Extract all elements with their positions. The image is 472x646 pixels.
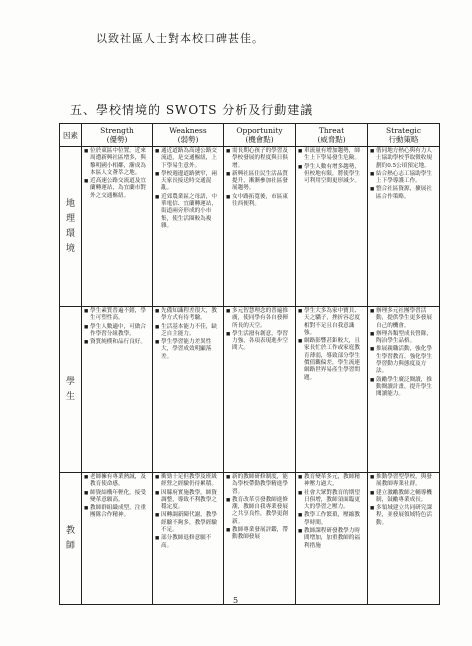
bullet-list [298,308,365,382]
list-item: ■ 教學工作繁瑣，壓縮教學時間。 [298,512,365,527]
header-strategic: Strategic 行動策略 [368,124,440,147]
list-item: ■ 社會大眾對教育的期望日俱增，教師須面臨更大的學習之壓力。 [298,490,365,512]
list-item: ■ 教師專業發展評鑑，帶動教師發展 [226,527,293,542]
list-item: ■ 位於東區中位置，近來周遭新興社區增多，與黎明國小相鄰，漸成為本區人文薈萃之地。 [84,148,150,177]
list-item: ■ 學校週邊道路狹窄，兩天家長接送時交通混亂。 [155,171,221,193]
header-threat: Threat (威脅點) [296,124,368,147]
strength-cell [82,147,153,307]
list-item: ■ 新興社區住民生活品質提升，漸漸參加社區發展趨勢。 [226,171,293,193]
list-item: ■ 老師擁有專業熱誠，及教育使命感。 [84,474,150,489]
list-item: ■ 師資結構年輕化，接受變革意願高。 [84,490,150,505]
opportunity-cell [224,147,296,307]
list-item: ■ 資質純樸和品行良好。 [84,339,150,346]
weakness-cell [153,473,224,605]
factor-label: 地理環境 [65,198,75,254]
opportunity-cell [224,473,296,605]
weakness-cell [153,307,224,473]
header-strength: Strength (優勢) [82,124,153,147]
bullet-list [155,474,221,550]
strength-cell [82,473,153,605]
list-item: ■ 教師群組織成型，注重團隊合作精神。 [84,505,150,520]
bullet-list [226,474,293,542]
list-item: ■ 車流量有增加趨勢，師生上下學易發生危險。 [298,148,365,163]
list-item: ■ 鼓勵學生廣泛閱讀，推動閱讀計畫，提升學生閱讀能力。 [370,377,437,399]
list-item: ■ 辦理各類型成長營隊，陶冶學生品格。 [370,331,437,346]
strategic-cell [368,147,440,307]
list-item: ■ 生活基本能力不佳，缺乏自主能力。 [155,324,221,339]
list-item: ■ 學生素質普遍不錯，學生可塑性高。 [84,308,150,323]
bullet-list [298,148,365,185]
list-item: ■ 建立激勵教師之輔導機制，鼓勵專業成長。 [370,490,437,505]
bullet-list [84,148,150,200]
list-item: ■ 女中路拓寬後，市區東往西便利。 [226,194,293,209]
page-number: 5 [233,596,239,605]
bullet-list [226,148,293,208]
table-row [60,147,440,307]
list-item: ■ 因轉調新陳代謝，教學經驗不夠多，教學經驗不足。 [155,512,221,534]
list-item: ■ 學生大多為家中寶貝、天之驕子，挫折容忍度相對不足且自我意識強。 [298,308,365,337]
list-item: ■ 衝勁十足但教學及班級經營之經驗仍待累積。 [155,474,221,489]
list-item: ■ 學生活潑有創意，學習力強，各項表現進步空間大。 [226,331,293,353]
bullet-list [370,308,437,399]
list-item: ■ 學生人數適中，可做合作學習分組教學。 [84,324,150,339]
header-factor: 因素 [60,124,82,147]
header-row [60,124,440,147]
list-item: ■ 整合社區資源，擴展社區合作策略。 [370,186,437,201]
bullet-list [84,474,150,520]
list-item: ■ 推動學習型學校，與發展教師專業社群。 [370,474,437,489]
header-opportunity: Opportunity (機會點) [224,124,296,147]
factor-cell [60,473,82,605]
list-item: ■ 因縣府實施教學，師資調整，導致不利教學之穩定度。 [155,490,221,512]
intro-line: 以致社區人士對本校口碑甚佳。 [96,32,264,45]
factor-cell [60,147,82,307]
weakness-cell [153,147,224,307]
threat-cell [296,473,368,605]
list-item: ■ 通近道路為高速公路交流道，是交通樞紐，上下學易生意外。 [155,148,221,170]
list-item: ■ 近郊農業區之母語，中華電信、宜蘭轉運站，街道兩旁形成的小市集，使生活圈較為複雜。 [155,194,221,230]
list-item: ■ 部分教師退修意願不高。 [155,535,221,550]
factor-label: 學生 [65,376,75,402]
list-item: ■ 近高速公路交流道及宜蘭轉運站，為宜蘭市對外之交通樞紐。 [84,178,150,200]
list-item: ■ 需長期心孩子的學習及學校發展的程度與日俱增。 [226,148,293,170]
threat-cell [296,147,368,307]
factor-cell [60,307,82,473]
list-item: ■ 教育改革引發教師進修潮，教師自我專業發展之共享良性，教學更創新。 [226,497,293,526]
header-weakness: Weakness (弱勢) [153,124,224,147]
bullet-list [226,308,293,353]
bullet-list [155,148,221,230]
list-item: ■ 教師課程研發教學力時間增加，加重教師的福利措施 [298,528,365,550]
strategic-cell [368,307,440,473]
list-item: ■ 教育變革多元，教師精神壓力過大。 [298,474,365,489]
strategic-cell [368,473,440,605]
section-title: 五、學校情境的 SWOTS 分析及行動建議 [70,103,314,117]
bullet-list [84,308,150,346]
strength-cell [82,307,153,473]
list-item: ■ 網路影響甚鉅較大，且家長忙於工作或家庭教育薄弱，導致部分學生價值觀偏差，學生流連網路世界易產生學習問題。 [298,338,365,382]
bullet-list [298,474,365,550]
list-item: ■ 先備知識程差很大，教學方式有待考驗。 [155,308,221,323]
list-item: ■ 新的教師研修制度，能為學校帶動教學精進學習。 [226,474,293,496]
factor-label: 教師 [65,525,75,551]
bullet-list [370,148,437,201]
threat-cell [296,307,368,473]
list-item: ■ 偕同地方熱心與有力人士協助學校爭取徵收規劃約0.5公頃預定地。 [370,148,437,170]
list-item: ■ 多領域建立共同研究課程，並發展領域特色活動。 [370,505,437,527]
list-item: ■ 學生學習能力差異性大，學習成效明顯落差。 [155,339,221,361]
list-item: ■ 結合熱心志工協助學生上下學導護工作。 [370,171,437,186]
list-item: ■ 學生人數有增多趨勢，但校地有限，將使學生可利用空間更形減少。 [298,164,365,186]
bullet-list [370,474,437,527]
list-item: ■ 多元智慧理念的普遍推廣，使同學有各自發揮所長的天空。 [226,308,293,330]
list-item: ■ 推展親職活動，強化學生學習教育，強化學生學習動力與態度及方法。 [370,346,437,375]
table-row [60,307,440,473]
opportunity-cell [224,307,296,473]
list-item: ■ 辦理多元社團學習活動，提供學生更多發展自己的機會。 [370,308,437,330]
swot-table [59,123,440,605]
bullet-list [155,308,221,361]
table-row [60,473,440,605]
